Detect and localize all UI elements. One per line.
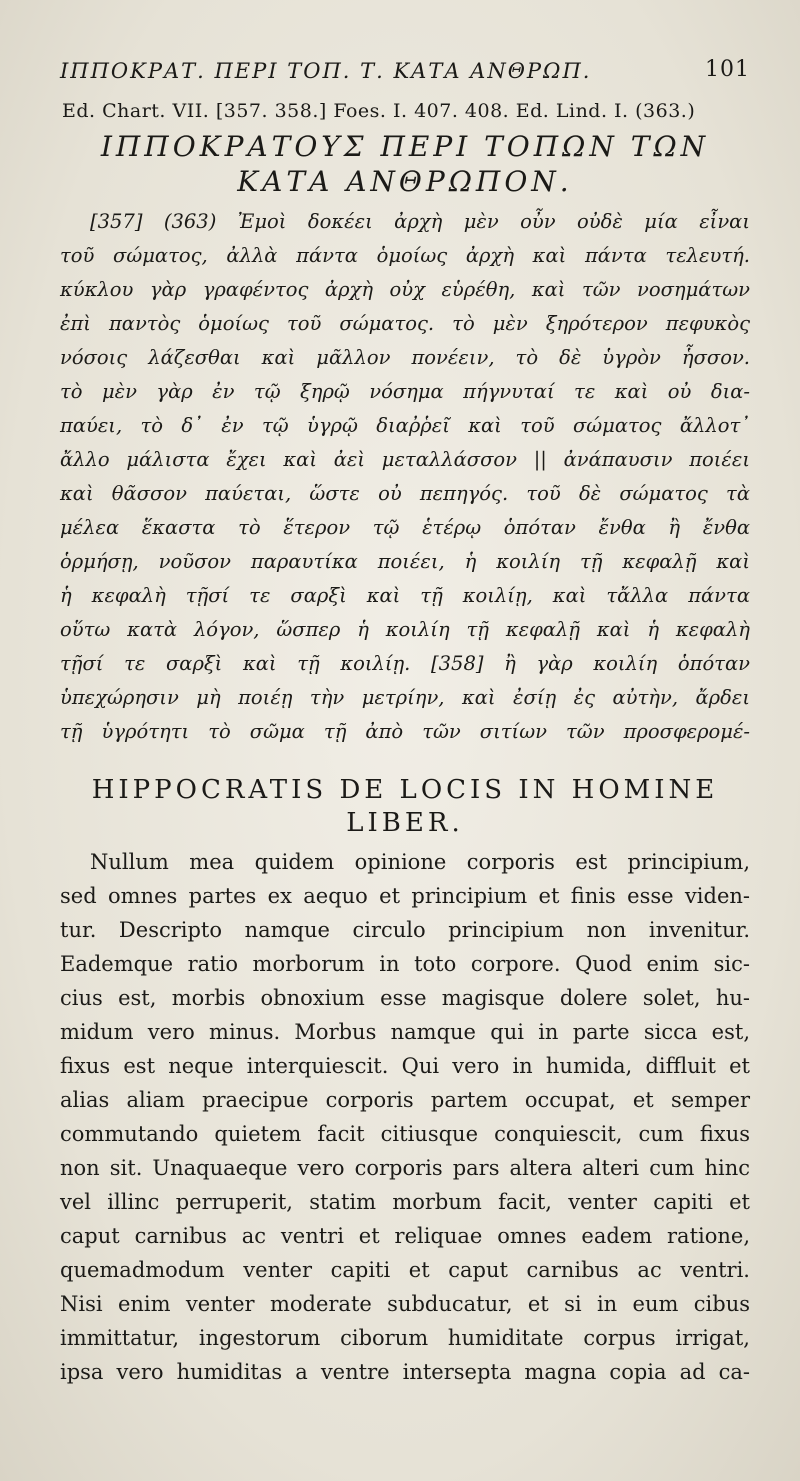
greek-line: ὑπεχώρησιν μὴ ποιέῃ τὴν μετρίην, καὶ ἐσίῃ ἐς αὐτὴν, ἄρδει <box>60 686 750 709</box>
latin-line: caput carnibus ac ventri et reliquae omnes eadem ratione, <box>60 1224 750 1248</box>
latin-text-block <box>60 845 750 1389</box>
greek-line: [357] (363) Ἐμοὶ δοκέει ἀρχὴ μὲν οὖν οὐδὲ μία εἶναι <box>90 210 750 233</box>
latin-line: non sit. Unaquaeque vero corporis pars altera alteri cum hinc <box>60 1156 750 1180</box>
greek-title-line-1: ΙΠΠΟΚΡΑΤΟΥΣ ΠΕΡΙ ΤΟΠΩΝ ΤΩΝ <box>100 130 710 163</box>
greek-line: τῇ ὑγρότητι τὸ σῶμα τῇ ἀπὸ τῶν σιτίων τῶν προσφερομέ- <box>60 720 750 743</box>
latin-line: Eademque ratio morborum in toto corpore. Quod enim sic- <box>60 952 750 976</box>
greek-line: οὕτω κατὰ λόγον, ὥσπερ ἡ κοιλίη τῇ κεφαλῇ καὶ ἡ κεφαλὴ <box>60 618 750 641</box>
running-head <box>60 55 750 95</box>
greek-line: καὶ θᾶσσον παύεται, ὥστε οὐ πεπηγός. τοῦ δὲ σώματος τὰ <box>60 482 750 505</box>
greek-line: τὸ μὲν γὰρ ἐν τῷ ξηρῷ νόσημα πήγνυταί τε καὶ οὐ δια- <box>60 380 750 403</box>
greek-line: ἄλλο μάλιστα ἔχει καὶ ἀεὶ μεταλλάσσον || ἀνάπαυσιν ποιέει <box>60 448 750 471</box>
latin-title-line-2: LIBER. <box>346 808 464 838</box>
greek-line: μέλεα ἕκαστα τὸ ἕτερον τῷ ἑτέρῳ ὁπόταν ἔνθα ἢ ἔνθα <box>60 516 750 539</box>
greek-line: κύκλου γὰρ γραφέντος ἀρχὴ οὐχ εὑρέθη, καὶ τῶν νοσημάτων <box>60 278 750 301</box>
latin-line: sed omnes partes ex aequo et principium et finis esse viden- <box>60 884 750 908</box>
greek-text-block <box>60 205 750 749</box>
page-number: 101 <box>705 57 750 82</box>
latin-line: quemadmodum venter capiti et caput carnibus ac ventri. <box>60 1258 750 1282</box>
latin-line: vel illinc perruperit, statim morbum facit, venter capiti et <box>60 1190 750 1214</box>
greek-line: ὁρμήσῃ, νοῦσον παραυτίκα ποιέει, ἡ κοιλίη τῇ κεφαλῇ καὶ <box>60 550 750 573</box>
greek-line: ἡ κεφαλὴ τῇσί τε σαρξὶ καὶ τῇ κοιλίῃ, καὶ τἄλλα πάντα <box>60 584 750 607</box>
latin-line: ipsa vero humiditas a ventre intersepta magna copia ad ca- <box>60 1360 750 1384</box>
latin-title-line-1: HIPPOCRATIS DE LOCIS IN HOMINE <box>91 775 719 805</box>
greek-line: τοῦ σώματος, ἀλλὰ πάντα ὁμοίως ἀρχὴ καὶ πάντα τελευτή. <box>60 244 750 267</box>
edition-reference-line: Ed. Chart. VII. [357. 358.] Foes. I. 407. 408. Ed. Lind. I. (363.) <box>62 100 696 122</box>
greek-line: τῇσί τε σαρξὶ καὶ τῇ κοιλίῃ. [358] ἢ γὰρ κοιλίη ὁπόταν <box>60 652 750 675</box>
latin-line: midum vero minus. Morbus namque qui in parte sicca est, <box>60 1020 750 1044</box>
latin-line: commutando quietem facit citiusque conquiescit, cum fixus <box>60 1122 750 1146</box>
running-head-title: ΙΠΠΟΚΡΑΤ. ΠΕΡΙ ΤΟΠ. Τ. ΚΑΤΑ ΑΝΘΡΩΠ. <box>60 59 592 83</box>
latin-line: Nisi enim venter moderate subducatur, et si in eum cibus <box>60 1292 750 1316</box>
latin-line: immittatur, ingestorum ciborum humiditate corpus irrigat, <box>60 1326 750 1350</box>
latin-line: cius est, morbis obnoxium esse magisque dolere solet, hu- <box>60 986 750 1010</box>
greek-line: νόσοις λάζεσθαι καὶ μᾶλλον πονέειν, τὸ δὲ ὑγρὸν ἧσσον. <box>60 346 750 369</box>
greek-line: ἐπὶ παντὸς ὁμοίως τοῦ σώματος. τὸ μὲν ξηρότερον πεφυκὸς <box>60 312 750 335</box>
latin-line: fixus est neque interquiescit. Qui vero in humida, diffluit et <box>60 1054 750 1078</box>
greek-title-line-2: ΚΑΤΑ ΑΝΘΡΩΠΟΝ. <box>237 165 573 198</box>
latin-line: alias aliam praecipue corporis partem occupat, et semper <box>60 1088 750 1112</box>
latin-line: Nullum mea quidem opinione corporis est principium, <box>90 850 750 874</box>
greek-line: παύει, τὸ δ᾽ ἐν τῷ ὑγρῷ διαῤῥεῖ καὶ τοῦ σώματος ἄλλοτ᾽ <box>60 414 750 437</box>
latin-line: tur. Descripto namque circulo principium non invenitur. <box>60 918 750 942</box>
